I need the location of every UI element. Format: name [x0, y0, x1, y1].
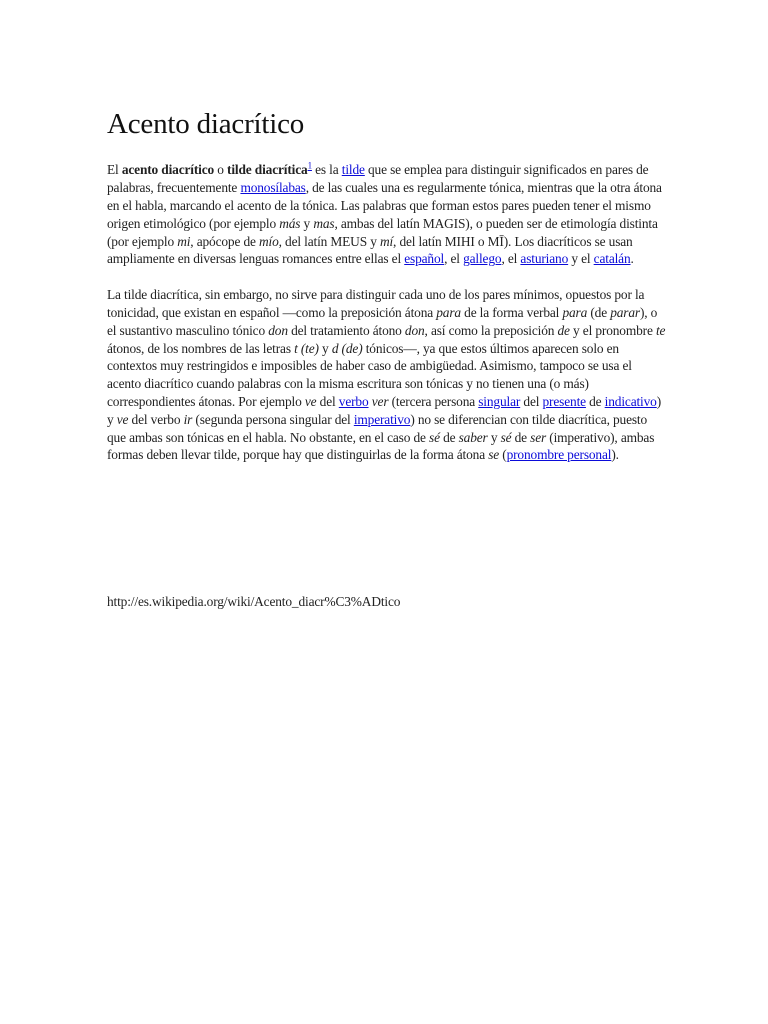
- link-catalan[interactable]: catalán: [593, 251, 631, 267]
- italic-term: mi: [177, 233, 191, 249]
- source-url: http://es.wikipedia.org/wiki/Acento_diacr%C3%ADtico: [107, 594, 401, 609]
- text: ). Los diacríticos se usan ampliamente en diversas lenguas romances entre ellas el: [107, 233, 633, 267]
- latin-term: MEUS: [330, 233, 367, 249]
- bold-term: tilde diacrítica: [227, 162, 308, 178]
- link-singular[interactable]: singular: [478, 393, 521, 409]
- text: , el: [501, 251, 521, 267]
- text: (imperativo), ambas formas deben llevar tilde, porque hay que distinguirlas de la forma átona: [107, 429, 655, 463]
- bold-term: acento diacrítico: [121, 162, 215, 178]
- text: de: [585, 393, 605, 409]
- text: de la forma verbal: [460, 304, 563, 320]
- text: , del latín: [278, 233, 331, 249]
- italic-term: te: [655, 322, 666, 338]
- italic-term: don: [404, 322, 425, 338]
- text: ).: [611, 447, 619, 463]
- text: (segunda persona singular del: [192, 411, 354, 427]
- text: y: [318, 340, 332, 356]
- text: es la: [311, 162, 342, 178]
- paragraph-details: [107, 286, 667, 464]
- italic-term: t (te): [294, 340, 319, 356]
- link-indicativo[interactable]: indicativo: [604, 393, 657, 409]
- text: El: [107, 162, 122, 178]
- text: y el: [568, 251, 594, 267]
- italic-term: parar: [610, 304, 640, 320]
- text: ), o el sustantivo masculino tónico: [107, 304, 658, 338]
- italic-term: ver: [371, 393, 389, 409]
- italic-term: mío: [259, 233, 279, 249]
- text: (de: [587, 304, 611, 320]
- text: , apócope de: [190, 233, 259, 249]
- latin-term: MIHI: [444, 233, 475, 249]
- text: de: [511, 429, 531, 445]
- text: del: [316, 393, 339, 409]
- page-title: Acento diacrítico: [107, 108, 305, 140]
- link-monosilabas[interactable]: monosílabas: [240, 180, 306, 196]
- link-asturiano[interactable]: asturiano: [520, 251, 569, 267]
- text: y: [300, 215, 314, 231]
- text: , del latín: [393, 233, 445, 249]
- italic-term: saber: [458, 429, 488, 445]
- reference-link[interactable]: 1: [307, 160, 312, 171]
- latin-term: MĪ: [487, 233, 504, 249]
- text: ) y: [107, 393, 662, 427]
- text: y el pronombre: [569, 322, 656, 338]
- text: átonos, de los nombres de las letras: [107, 340, 295, 356]
- italic-term: se: [488, 447, 500, 463]
- link-gallego[interactable]: gallego: [463, 251, 502, 267]
- text: (tercera persona: [388, 393, 479, 409]
- text: y: [367, 233, 380, 249]
- italic-term: ir: [183, 411, 193, 427]
- italic-term: ser: [530, 429, 547, 445]
- text: ), o pueden ser de etimología distinta (por ejemplo: [107, 215, 658, 249]
- text: , el: [444, 251, 464, 267]
- paragraph-intro: [107, 161, 667, 268]
- italic-term: d (de): [331, 340, 363, 356]
- link-tilde[interactable]: tilde: [341, 162, 365, 178]
- italic-term: sé: [500, 429, 512, 445]
- italic-term: ve: [116, 411, 129, 427]
- link-presente[interactable]: presente: [542, 393, 586, 409]
- text: (: [499, 447, 507, 463]
- link-imperativo[interactable]: imperativo: [353, 411, 411, 427]
- text: tónicos—, ya que estos últimos aparecen solo en contextos muy restringidos e imposibles de haber caso de ambigüedad. Asimismo, tampoco se usa el acento diacrítico cuando palabras con la misma escritura son tónicas y no tienen una (o más) correspondientes átonas. Por ejemplo: [107, 340, 632, 409]
- italic-term: de: [557, 322, 570, 338]
- text: o: [474, 233, 488, 249]
- italic-term: sé: [429, 429, 440, 445]
- text: de: [439, 429, 459, 445]
- italic-term: más: [279, 215, 301, 231]
- text: que se emplea para distinguir significados en pares de palabras, frecuentemente: [107, 162, 649, 196]
- text: La tilde diacrítica, sin embargo, no sirve para distinguir cada uno de los pares mínimos, opuestos por la tonicidad, que existan en español —como la preposición átona: [107, 287, 645, 320]
- article: [107, 108, 667, 464]
- text: o: [214, 162, 228, 178]
- link-espanol[interactable]: español: [404, 251, 445, 267]
- text: ) no se diferencian con tilde diacrítica, puesto que ambas son tónicas en el habla. No obstante, en el caso de: [107, 411, 648, 445]
- latin-term: MAGIS: [422, 215, 466, 231]
- text: , ambas del latín: [334, 215, 423, 231]
- link-pronombre-personal[interactable]: pronombre personal: [506, 447, 612, 463]
- italic-term: mí: [379, 233, 394, 249]
- italic-term: para: [562, 304, 588, 320]
- text: y: [487, 429, 501, 445]
- text: .: [630, 251, 634, 267]
- italic-term: ve: [304, 393, 317, 409]
- italic-term: mas: [313, 215, 335, 231]
- text: , de las cuales una es regularmente tónica, mientras que la otra átona en el habla, marcando el acento de la tónica. Las palabras que forman estos pares pueden tener el mismo origen etimológico (por ejemplo: [107, 180, 662, 231]
- text: del tratamiento átono: [287, 322, 405, 338]
- italic-term: para: [436, 304, 461, 320]
- text: del: [520, 393, 543, 409]
- italic-term: don: [268, 322, 288, 338]
- link-verbo[interactable]: verbo: [338, 393, 369, 409]
- text: del verbo: [128, 411, 184, 427]
- text: , así como la preposición: [424, 322, 558, 338]
